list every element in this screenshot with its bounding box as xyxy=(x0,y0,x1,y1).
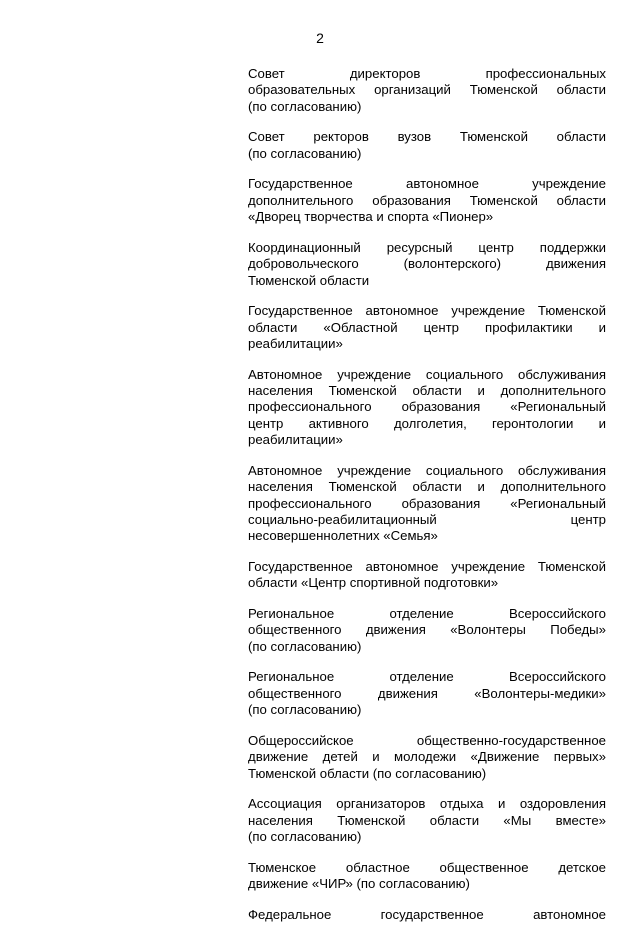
entry-line: области «Областной центр профилактики и xyxy=(248,319,606,335)
entry-line: профессионального образования «Региональный xyxy=(248,399,606,415)
entry-line: образовательных организаций Тюменской области xyxy=(248,82,606,98)
entry-line: Совет ректоров вузов Тюменской области xyxy=(248,129,606,145)
entry-line: (по согласованию) xyxy=(248,98,362,114)
entry-line: населения Тюменской области и дополнительного xyxy=(248,383,606,399)
organization-entry xyxy=(248,860,606,893)
entry-line: Государственное автономное учреждение xyxy=(248,176,606,192)
organization-entry xyxy=(248,606,606,655)
entry-line: Тюменское областное общественное детское xyxy=(248,859,606,875)
entry-line: реабилитации» xyxy=(248,336,343,352)
entry-line: добровольческого (волонтерского) движения xyxy=(248,256,606,272)
organization-entry xyxy=(248,176,606,225)
entry-line: общественного движения «Волонтеры Победы» xyxy=(248,622,606,638)
organization-entry xyxy=(248,463,606,545)
page-number: 2 xyxy=(316,30,324,46)
organization-entry xyxy=(248,907,606,923)
organization-entry xyxy=(248,129,606,162)
entry-line: реабилитации» xyxy=(248,432,343,448)
entry-line: общественного движения «Волонтеры-медики» xyxy=(248,685,606,701)
entry-line: Государственное автономное учреждение Тюменской xyxy=(248,559,606,575)
entry-line: Федеральное государственное автономное xyxy=(248,906,606,922)
entry-line: (по согласованию) xyxy=(248,702,362,718)
entry-line: несовершеннолетних «Семья» xyxy=(248,528,438,544)
organization-entry xyxy=(248,303,606,352)
entry-line: Региональное отделение Всероссийского xyxy=(248,669,606,685)
entry-line: населения Тюменской области «Мы вместе» xyxy=(248,812,606,828)
entry-line: (по согласованию) xyxy=(248,145,362,161)
organization-entry xyxy=(248,733,606,782)
entry-line: дополнительного образования Тюменской области xyxy=(248,192,606,208)
entry-line: (по согласованию) xyxy=(248,638,362,654)
entry-line: населения Тюменской области и дополнительного xyxy=(248,479,606,495)
entry-line: Региональное отделение Всероссийского xyxy=(248,606,606,622)
entry-line: «Дворец творчества и спорта «Пионер» xyxy=(248,209,494,225)
entry-line: центр активного долголетия, геронтологии и xyxy=(248,415,606,431)
entry-line: движение детей и молодежи «Движение первых» xyxy=(248,749,606,765)
entry-line: профессионального образования «Региональный xyxy=(248,495,606,511)
entry-line: Тюменской области xyxy=(248,272,370,288)
organization-entry xyxy=(248,559,606,592)
organization-entry xyxy=(248,66,606,115)
entry-line: Координационный ресурсный центр поддержки xyxy=(248,239,606,255)
entry-line: (по согласованию) xyxy=(248,829,362,845)
entry-line: Автономное учреждение социального обслуживания xyxy=(248,462,606,478)
organization-entry xyxy=(248,367,606,449)
entry-line: Автономное учреждение социального обслуживания xyxy=(248,366,606,382)
entry-line: области «Центр спортивной подготовки» xyxy=(248,575,499,591)
entry-line: движение «ЧИР» (по согласованию) xyxy=(248,876,470,892)
entry-line: социально-реабилитационный центр xyxy=(248,512,606,528)
entry-line: Совет директоров профессиональных xyxy=(248,66,606,81)
entry-line: Государственное автономное учреждение Тюменской xyxy=(248,303,606,319)
organization-entry xyxy=(248,796,606,845)
entry-line: Ассоциация организаторов отдыха и оздоровления xyxy=(248,796,606,812)
entry-line: Тюменской области (по согласованию) xyxy=(248,765,487,781)
organization-entry xyxy=(248,240,606,289)
entry-line: Общероссийское общественно-государственное xyxy=(248,732,606,748)
organization-list xyxy=(248,66,606,937)
organization-entry xyxy=(248,669,606,718)
